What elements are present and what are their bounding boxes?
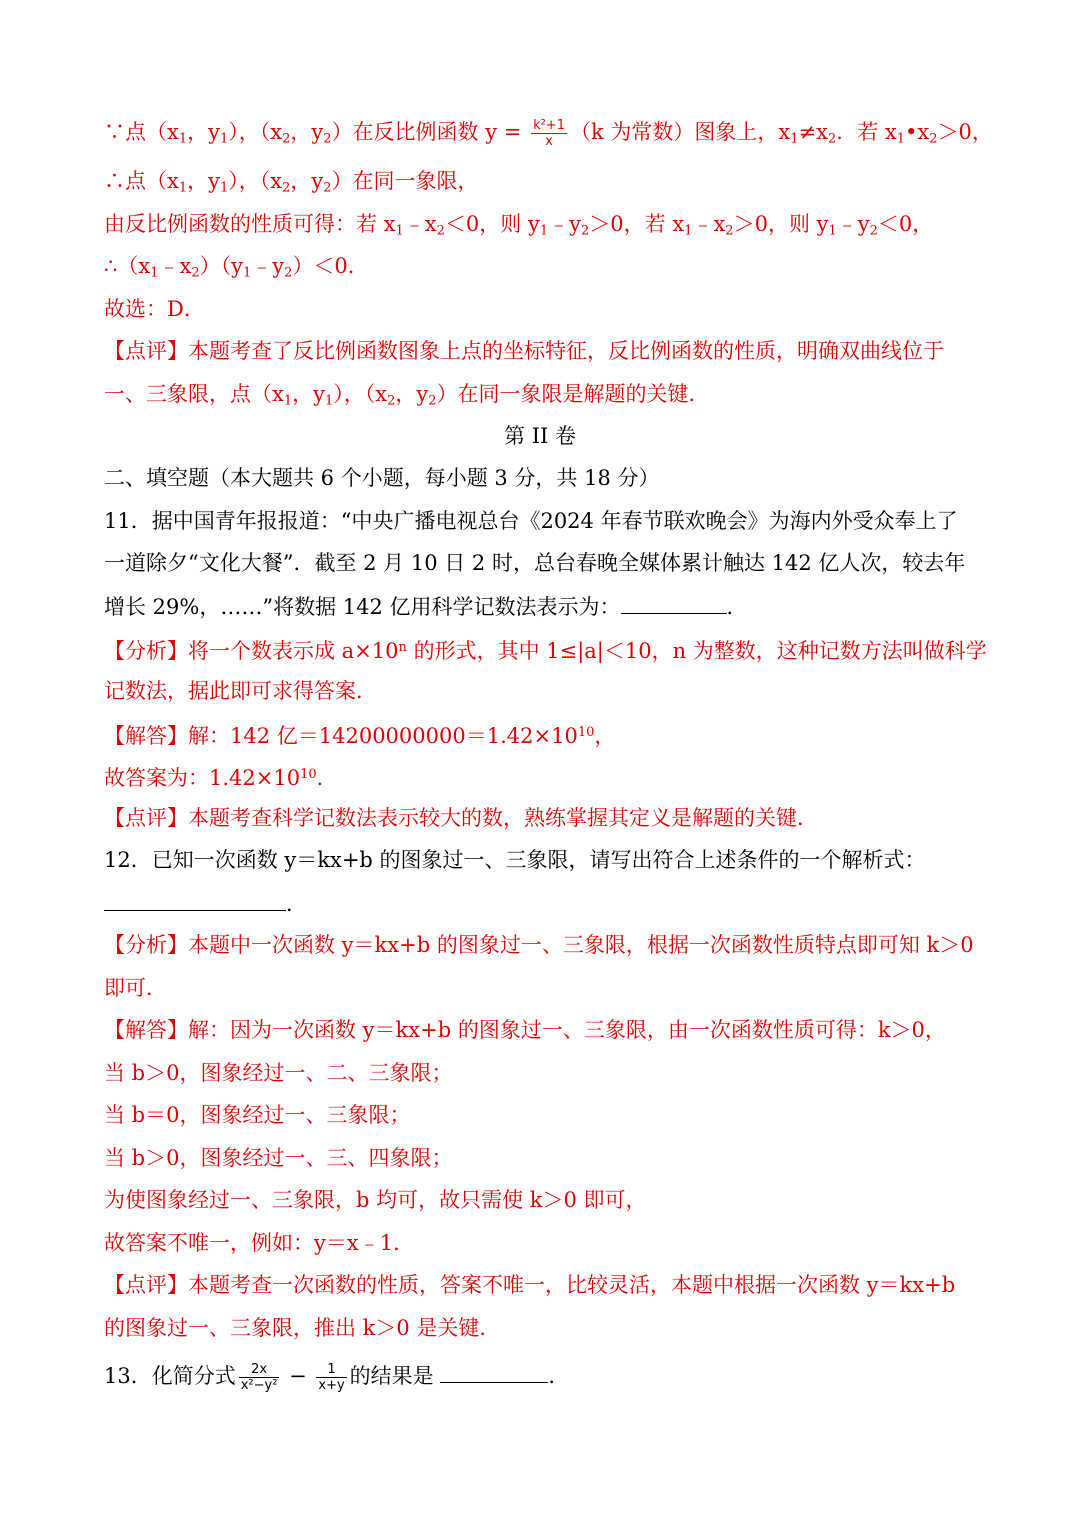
analysis-12-line-1: 【分析】本题中一次函数 y＝kx+b 的图象过一、三象限，根据一次函数性质特点即可知 k＞0 (104, 933, 974, 957)
fraction-k2plus1-over-x: $\frac{\text{k²+1}}{x}$ (533, 118, 565, 149)
question-11-line-3: 增长 29%，……”将数据 142 亿用科学记数法表示为： ． (104, 591, 984, 622)
analysis-12-line-2: 即可． (104, 976, 167, 1000)
fraction-1-over-x-plus-y: $\frac{1}{x+y}$ (318, 1362, 345, 1393)
solution-line-4: $\therefore(x_1﹣x_2)(y_1﹣y_2)<0$． (104, 254, 369, 281)
solution-line-3: 由反比例函数的性质可得：若 $x_1﹣x_2<0$，则 $y_1﹣y_2>0$，若 $x_1﹣x_2>0$，则 $y_1﹣y_2<0$， (104, 212, 934, 239)
solution-12-line-2: 当 b＞0，图象经过一、二、三象限； (104, 1061, 453, 1085)
comment-line-2: 一、三象限，点（$x_1$，$y_1$），（$x_2$，$y_2$）在同一象限是解题的关键． (104, 382, 710, 409)
solution-12-line-4: 当 b＞0，图象经过一、三、四象限； (104, 1146, 453, 1170)
question-12-line-2: ． (104, 888, 984, 919)
solution-12-line-3: 当 b＝0，图象经过一、三象限； (104, 1103, 411, 1127)
question-13: 13．化简分式 $\frac{2x}{\text{x²−y²}}$ − $\frac{1}{x+y}$ 的结果是 ． (104, 1362, 570, 1393)
fraction-2x-over-x2-minus-y2: $\frac{2x}{\text{x²−y²}}$ (240, 1362, 278, 1393)
answer-blank (104, 888, 286, 911)
question-11-line-1: 11．据中国青年报报道：“中央广播电视总台《2024 年春节联欢晚会》为海内外受众奉上了 (104, 509, 958, 533)
solution-11-line-1: 【解答】解：142 亿$=14200000000=1.42\times 10^{10}$， (104, 724, 616, 749)
answer-choice-line: 故选：D． (104, 297, 205, 321)
solution-11-line-2: 故答案为：$1.42\times 10^{10}$． (104, 766, 338, 791)
solution-line-1: ∵点（$x_1$，$y_1$），（$x_2$，$y_2$）在反比例函数 y = $\frac{\text{k²+1}}{x}$ （k 为常数）图象上，$x_1\ne x_2$．若 $x_1•x_2>0$， (104, 118, 993, 149)
solution-12-line-1: 【解答】解：因为一次函数 y＝kx+b 的图象过一、三象限，由一次函数性质可得：k＞0， (104, 1018, 946, 1042)
analysis-11-line-1: 【分析】将一个数表示成 $a\times 10^n$ 的形式，其中 1≤|a|＜10，n 为整数，这种记数方法叫做科学 (104, 639, 987, 664)
comment-line-1: 【点评】本题考查了反比例函数图象上点的坐标特征，反比例函数的性质，明确双曲线位于 (104, 339, 944, 363)
solution-12-line-5: 为使图象经过一、三象限，b 均可，故只需使 k＞0 即可， (104, 1188, 647, 1212)
comment-12-line-2: 的图象过一、三象限，推出 k＞0 是关键． (104, 1316, 501, 1340)
solution-12-line-6: 故答案不唯一，例如：y＝x﹣1． (104, 1231, 415, 1255)
analysis-11-line-2: 记数法，据此即可求得答案． (104, 679, 377, 703)
question-12-line-1: 12．已知一次函数 y＝kx+b 的图象过一、三象限，请写出符合上述条件的一个解析式： (104, 848, 926, 872)
comment-12-line-1: 【点评】本题考查一次函数的性质，答案不唯一，比较灵活，本题中根据一次函数 y＝kx+b (104, 1273, 956, 1297)
comment-11: 【点评】本题考查科学记数法表示较大的数，熟练掌握其定义是解题的关键． (104, 806, 818, 830)
answer-blank (621, 591, 727, 614)
section-heading-fill-blank: 二、填空题（本大题共 6 个小题，每小题 3 分，共 18 分） (104, 466, 660, 490)
solution-line-2: ∴点（$x_1$，$y_1$），（$x_2$，$y_2$）在同一象限， (104, 169, 479, 196)
question-11-line-2: 一道除夕“文化大餐”．截至 2 月 10 日 2 时，总台春晚全媒体累计触达 142 亿人次，较去年 (104, 551, 966, 575)
section-title: 第 II 卷 (504, 424, 576, 448)
answer-blank (440, 1360, 548, 1383)
